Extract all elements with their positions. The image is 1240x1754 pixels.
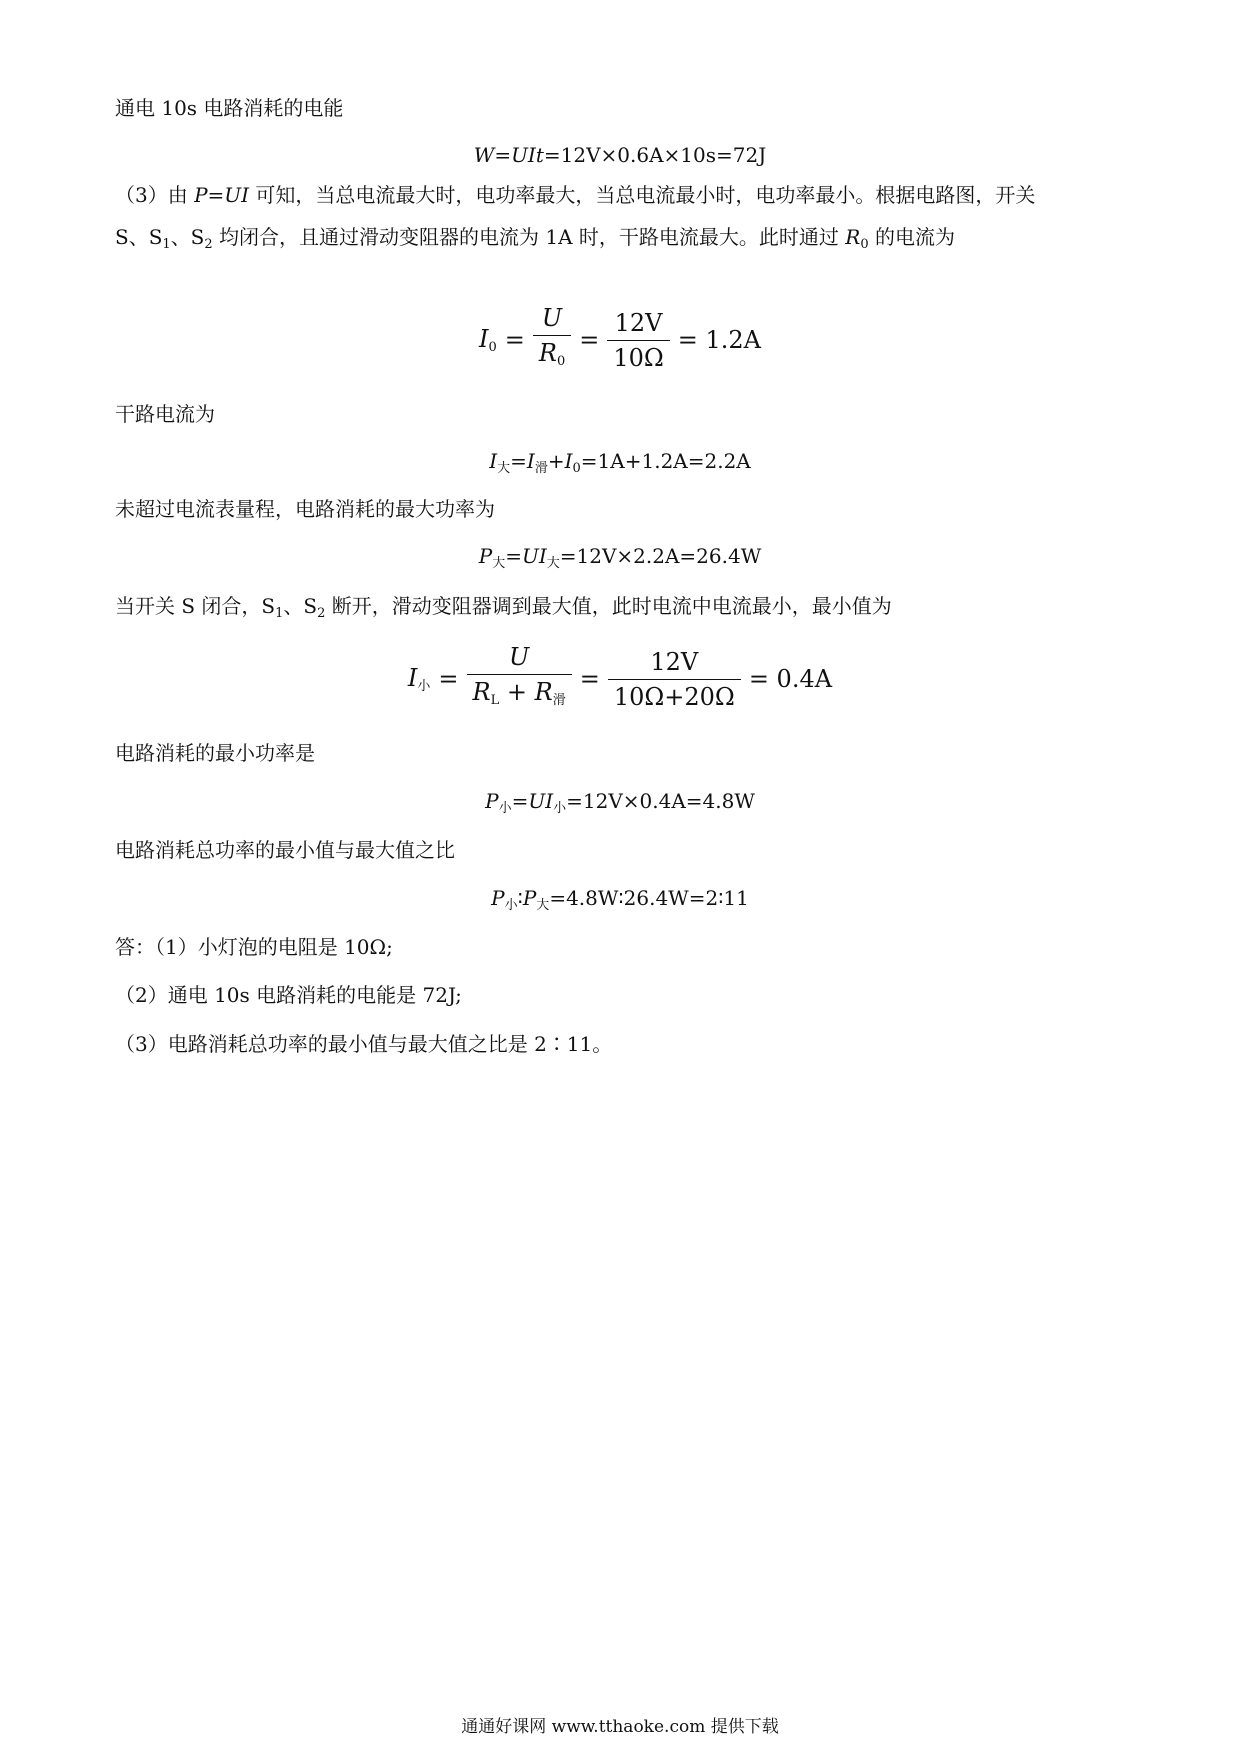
text-line-energy-intro: 通电 10s 电路消耗的电能 [115, 96, 344, 120]
fraction-12v-over-30ohm: $\frac{12V}{10\Omega+20\Omega}$ [608, 647, 741, 712]
text-line-min-current-intro: 当开关 S 闭合，$S_1$、$S_2$ 断开，滑动变阻器调到最大值，此时电流中电流最小，最小值为 [115, 594, 892, 621]
formula-energy: W=UIt=12V×0.6A×10s=72J [473, 143, 767, 167]
text-line-max-power-intro: 未超过电流表量程，电路消耗的最大功率为 [115, 497, 495, 521]
text-line-min-power-intro: 电路消耗的最小功率是 [115, 741, 315, 765]
formula-max-power: $P_大=UI_大=12V\times 2.2A=26.4W$ [478, 544, 762, 571]
formula-min-current: I小 = $\frac{U}{\text{RL + R滑}}$ = $\frac{12V}{10\Omega+20\Omega}$ = 0.4A [0, 642, 1240, 716]
text-line-main-current: 干路电流为 [115, 402, 215, 426]
formula-main-current: $I_大=I_滑+I_0=1A+1.2A=2.2A$ [489, 449, 751, 476]
formula-power-ratio: $P_小∶P_大=4.8W∶26.4W=2∶11$ [491, 886, 749, 913]
fraction-u-over-rl-plus-r: $\frac{U}{\text{RL + R滑}}$ [467, 642, 572, 716]
fraction-u-over-r0: $\frac{U}{R0}$ [533, 303, 571, 377]
fraction-12v-over-10ohm: $\frac{12V}{10\Omega}$ [607, 308, 669, 373]
answer-line-2: （2）通电 10s 电路消耗的电能是 72J; [115, 983, 462, 1007]
text-line-switch-state: S、$S_1$、$S_2$ 均闭合，且通过滑动变阻器的电流为 1A 时，干路电流最大。此时通过 $R_0$ 的电流为 [115, 225, 955, 252]
answer-line-3: （3）电路消耗总功率的最小值与最大值之比是 2∶11。 [115, 1032, 613, 1056]
text-line-ratio-intro: 电路消耗总功率的最小值与最大值之比 [115, 838, 455, 862]
formula-min-power: $P_小=UI_小=12V\times 0.4A=4.8W$ [485, 789, 755, 816]
answer-line-1: 答：（1）小灯泡的电阻是 10Ω; [115, 935, 393, 959]
text-line-part3-intro: （3）由 P=UI 可知，当总电流最大时，电功率最大，当总电流最小时，电功率最小。根据电路图，开关 [115, 183, 1036, 207]
page-footer: 通通好课网 www.tthaoke.com 提供下载 [461, 1717, 779, 1737]
formula-current-r0: I0 = $\frac{U}{R0}$ = $\frac{12V}{10\Omega}$ = 1.2A [0, 303, 1240, 377]
